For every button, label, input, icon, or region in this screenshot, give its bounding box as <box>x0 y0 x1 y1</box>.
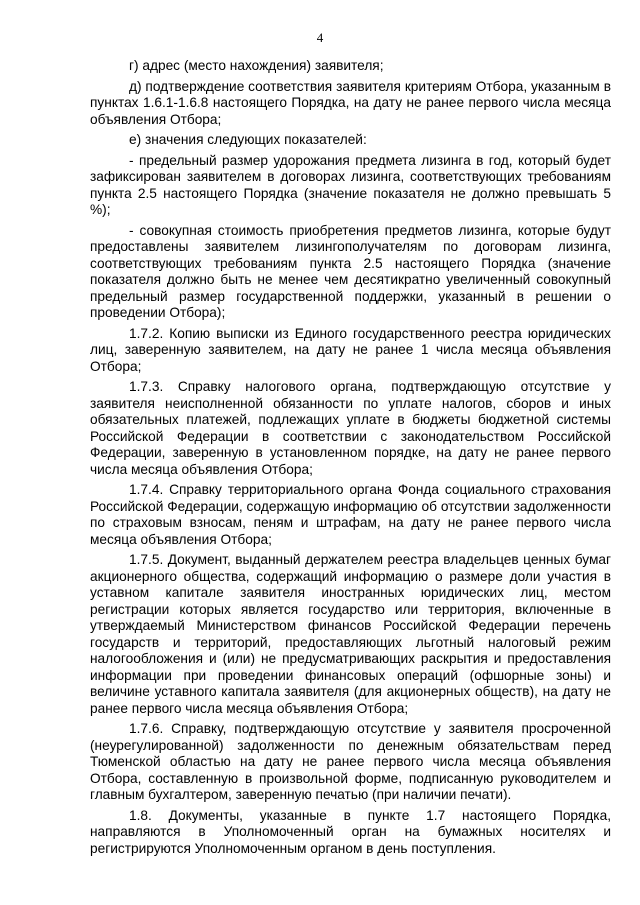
paragraph-1-8: 1.8. Документы, указанные в пункте 1.7 настоящего Порядка, направляются в Уполномоченный орган на бумажных носителях и регистрируются Уполномоченным органом в день поступления. <box>90 807 611 856</box>
paragraph-address: г) адрес (место нахождения) заявителя; <box>129 58 384 73</box>
paragraph-indicator-markup: - предельный размер удорожания предмета лизинга в год, который будет зафиксирован заявителем в договорах лизинга, соответствующих требованиям пункта 2.5 настоящего Порядка (значение показателя не должно превышать 5 %); <box>90 152 611 217</box>
paragraph-1-7-5: 1.7.5. Документ, выданный держателем реестра владельцев ценных бумаг акционерного общества, содержащий информацию о размере доли участия в уставном капитале заявителя иностранных юридических лиц, местом регистрации которых является государство или территория, включенные в утверждаемый Министерством финансов Российской Федерации перечень государств и территорий, предоставляющих льготный налоговый режим налогообложения и (или) не предусматривающих раскрытия и предоставления информации при проведении финансовых операций (офшорные зоны) и величине уставного капитала заявителя (для акционерных обществ), на дату не ранее первого числа месяца объявления Отбора; <box>90 552 611 716</box>
paragraph-1-7-3: 1.7.3. Справку налогового органа, подтверждающую отсутствие у заявителя неисполненной обязанности по уплате налогов, сборов и иных обязательных платежей, подлежащих уплате в бюджеты бюджетной системы Российской Федерации в соответствии с законодательством Российской Федерации, заверенную в установленном порядке, на дату не ранее первого числа месяца объявления Отбора; <box>90 379 611 477</box>
page-number: 4 <box>316 30 324 45</box>
paragraph-criteria-confirmation: д) подтверждение соответствия заявителя критериям Отбора, указанным в пунктах 1.6.1-1.6.8 настоящего Порядка, на дату не ранее первого числа месяца объявления Отбора; <box>90 78 611 127</box>
paragraph-1-7-4: 1.7.4. Справку территориального органа Фонда социального страхования Российской Федерации, содержащую информацию об отсутствии задолженности по страховым взносам, пеням и штрафам, на дату не ранее первого числа месяца объявления Отбора; <box>90 482 611 547</box>
paragraph-indicators-heading: е) значения следующих показателей: <box>129 132 367 147</box>
document-body <box>90 58 611 861</box>
paragraph-1-7-2: 1.7.2. Копию выписки из Единого государственного реестра юридических лиц, заверенную заявителем, на дату не ранее 1 числа месяца объявления Отбора; <box>90 325 611 374</box>
paragraph-1-7-6: 1.7.6. Справку, подтверждающую отсутствие у заявителя просроченной (неурегулированной) задолженности по денежным обязательствам перед Тюменской областью на дату не ранее первого числа месяца объявления Отбора, составленную в произвольной форме, подписанную руководителем и главным бухгалтером, заверенную печатью (при наличии печати). <box>90 721 611 802</box>
paragraph-indicator-total-cost: - совокупная стоимость приобретения предметов лизинга, которые будут предоставлены заявителем лизингополучателям по договорам лизинга, соответствующих требованиям пункта 2.5 настоящего Порядка (значение показателя должно быть не менее чем десятикратно увеличенный совокупный предельный размер государственной поддержки, указанный в решении о проведении Отбора); <box>90 222 611 320</box>
